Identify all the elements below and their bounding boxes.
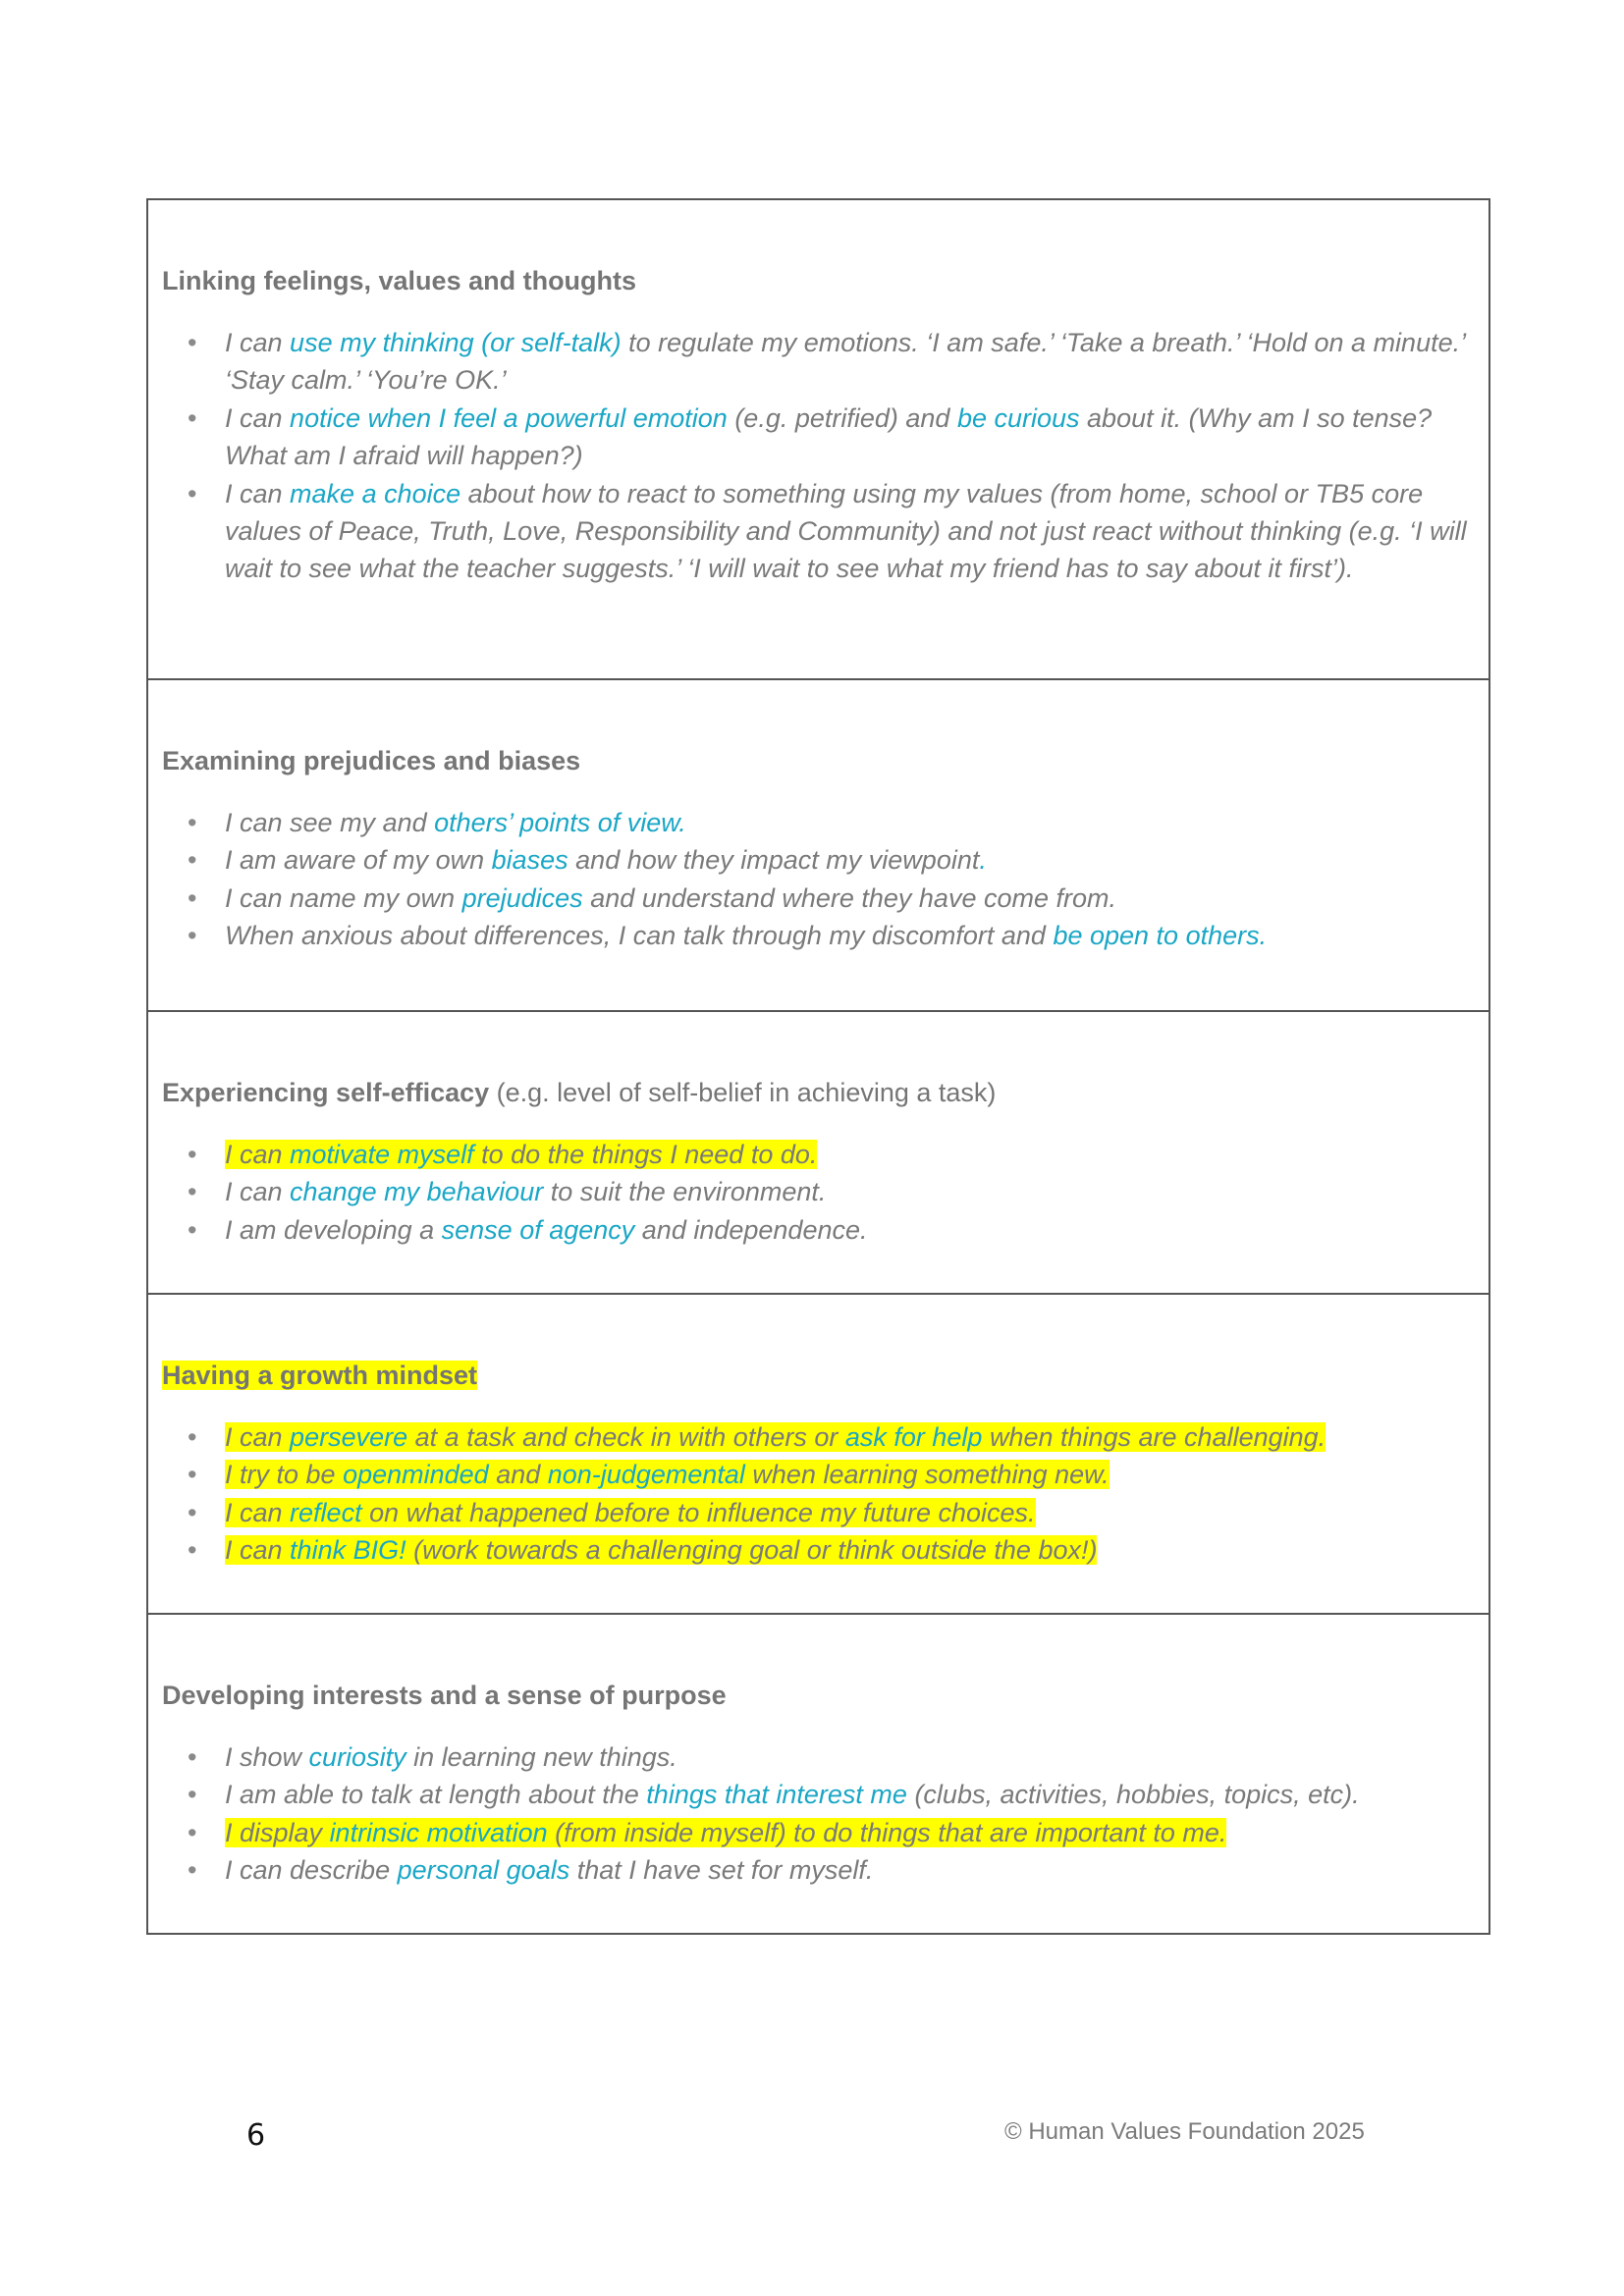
bullet-icon: • xyxy=(188,1140,197,1169)
section-self-efficacy xyxy=(148,1010,1489,1293)
list-item: • I can change my behaviour to suit the environment. xyxy=(211,1173,1475,1210)
section-linking-feelings xyxy=(148,200,1489,678)
bullet-icon: • xyxy=(188,1177,197,1207)
section-heading: Examining prejudices and biases xyxy=(162,746,581,775)
bullet-icon: • xyxy=(188,1422,197,1452)
list-item: • I am able to talk at length about the things that interest me (clubs, activities, hobbies, topics, etc). xyxy=(211,1776,1475,1813)
bullet-icon: • xyxy=(188,921,197,951)
list-item: • I can see my and others’ points of view. xyxy=(211,804,1475,841)
highlight-mark: • I try to be openminded and non-judgemental when learning something new. xyxy=(225,1460,1110,1489)
highlight-mark: • I can persevere at a task and check in with others or ask for help when things are challenging. xyxy=(225,1422,1326,1452)
list-item: • I am developing a sense of agency and independence. xyxy=(211,1211,1475,1249)
bullet-icon: • xyxy=(188,882,197,913)
statement-list xyxy=(162,1136,1475,1249)
bullet-icon: • xyxy=(188,1497,197,1527)
list-item xyxy=(188,1136,1475,1173)
statement-list xyxy=(162,324,1475,588)
list-item: • I show curiosity in learning new things. xyxy=(211,1738,1475,1776)
list-item xyxy=(188,1531,1475,1569)
copyright-notice: © Human Values Foundation 2025 xyxy=(1004,2118,1365,2145)
section-growth-mindset xyxy=(148,1293,1489,1613)
list-item: • I can notice when I feel a powerful emotion (e.g. petrified) and be curious about it. (Why am I so tense? What am I afraid will happen?) xyxy=(211,400,1475,475)
bullet-icon: • xyxy=(188,1780,197,1810)
list-item: • I can name my own prejudices and understand where they have come from. xyxy=(211,880,1475,917)
section-prejudices-biases xyxy=(148,678,1489,1010)
list-item xyxy=(188,1814,1475,1851)
bullet-icon: • xyxy=(188,328,197,357)
bullet-icon: • xyxy=(188,1817,197,1847)
section-heading: Developing interests and a sense of purpose xyxy=(162,1681,727,1710)
highlight-mark: • I can motivate myself to do the things I need to do. xyxy=(225,1140,817,1169)
statement-list xyxy=(162,1738,1475,1890)
statement-list xyxy=(162,1418,1475,1570)
list-item xyxy=(188,1418,1475,1456)
list-item xyxy=(188,1494,1475,1531)
bullet-icon: • xyxy=(188,1460,197,1490)
section-heading: Linking feelings, values and thoughts xyxy=(162,266,637,295)
bullet-icon: • xyxy=(188,845,197,876)
highlight-mark: • I can think BIG! (work towards a challenging goal or think outside the box!) xyxy=(225,1535,1097,1565)
list-item: • I can make a choice about how to react to something using my values (from home, school or TB5 core values of Peace, Truth, Love, Responsibility and Community) and not just react without thinking (e.g. ‘I will wait to see what the teacher suggests.’ ‘I will wait to see what my friend has to say about it first’). xyxy=(211,475,1475,588)
list-item: • I can use my thinking (or self-talk) to regulate my emotions. ‘I am safe.’ ‘Take a breath.’ ‘Hold on a minute.’ ‘Stay calm.’ ‘You’re OK.’ xyxy=(211,324,1475,400)
section-interests-purpose xyxy=(148,1613,1489,1933)
bullet-icon: • xyxy=(188,808,197,837)
bullet-icon: • xyxy=(188,1855,197,1886)
section-heading: Having a growth mindset xyxy=(162,1361,478,1390)
bullet-icon: • xyxy=(188,1535,197,1566)
statement-list xyxy=(162,804,1475,955)
page-number: 6 xyxy=(246,2118,266,2153)
bullet-icon: • xyxy=(188,1214,197,1245)
list-item: • I am aware of my own biases and how they impact my viewpoint. xyxy=(211,841,1475,879)
competency-table xyxy=(146,198,1490,1935)
list-item: • I can describe personal goals that I have set for myself. xyxy=(211,1851,1475,1889)
list-item: • When anxious about differences, I can talk through my discomfort and be open to others. xyxy=(211,917,1475,954)
bullet-icon: • xyxy=(188,478,197,508)
bullet-icon: • xyxy=(188,402,197,433)
highlight-mark: • I display intrinsic motivation (from inside myself) to do things that are important to me. xyxy=(225,1818,1226,1847)
highlight-mark: • I can reflect on what happened before to influence my future choices. xyxy=(225,1498,1036,1527)
list-item xyxy=(188,1456,1475,1493)
bullet-icon: • xyxy=(188,1742,197,1772)
section-heading: Experiencing self-efficacy (e.g. level of self-belief in achieving a task) xyxy=(162,1078,997,1107)
